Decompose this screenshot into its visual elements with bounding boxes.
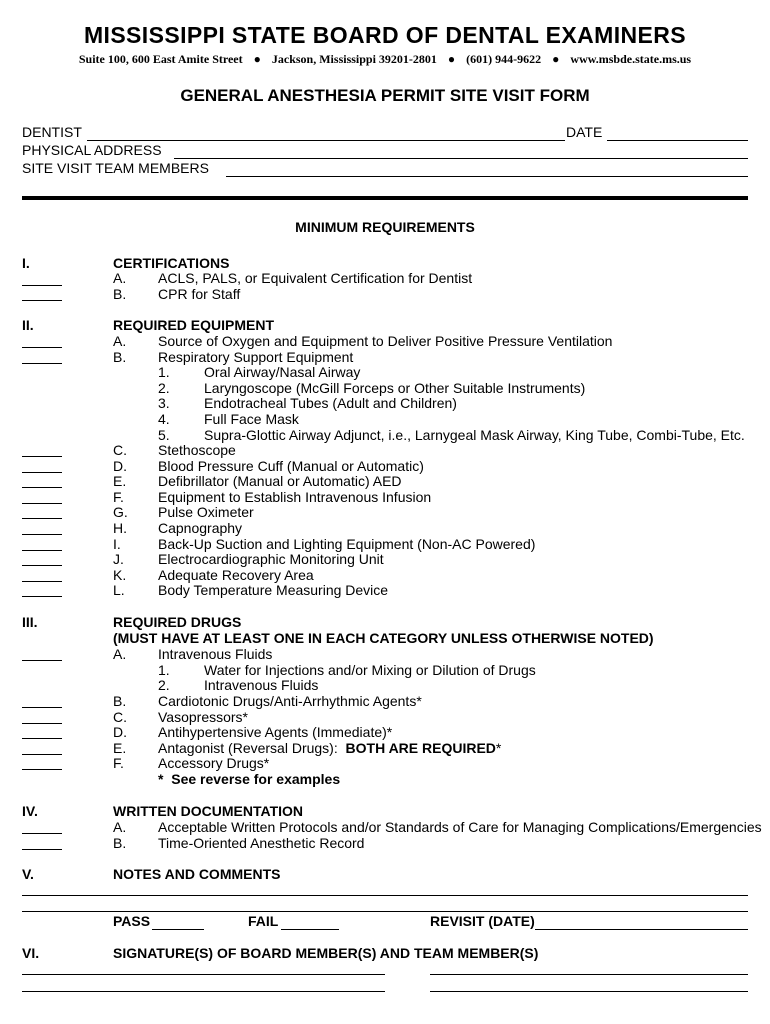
subitem-text: Full Face Mask [204, 411, 299, 427]
item-text: CPR for Staff [158, 286, 241, 302]
team-members-label: SITE VISIT TEAM MEMBERS [22, 160, 209, 176]
subitem-number: 4. [158, 411, 170, 427]
section-1-number: I. [22, 255, 30, 271]
item-letter: B. [113, 349, 127, 365]
item-text: Accessory Drugs* [158, 755, 270, 771]
check-blank[interactable] [22, 347, 62, 348]
item-text: Cardiotonic Drugs/Anti-Arrhythmic Agents* [158, 693, 422, 709]
check-blank[interactable] [22, 849, 62, 850]
item-text: Antihypertensive Agents (Immediate)* [158, 724, 393, 740]
item-letter: D. [113, 458, 127, 474]
bullet-separator: ● [552, 52, 560, 66]
date-input-line[interactable] [607, 140, 748, 141]
dentist-label: DENTIST [22, 124, 82, 140]
dentist-input-line[interactable] [87, 140, 565, 141]
item-text: Defibrillator (Manual or Automatic) AED [158, 473, 402, 489]
physical-address-label: PHYSICAL ADDRESS [22, 142, 162, 158]
section-5-number: V. [22, 866, 34, 882]
item-letter: C. [113, 709, 127, 725]
item-letter: D. [113, 724, 127, 740]
item-text: Intravenous Fluids [158, 646, 273, 662]
signature-line[interactable] [430, 974, 748, 975]
check-blank[interactable] [22, 363, 62, 364]
section-2-title: REQUIRED EQUIPMENT [113, 317, 275, 333]
item-letter: A. [113, 333, 127, 349]
item-text [158, 740, 501, 756]
check-blank[interactable] [22, 565, 62, 566]
item-text: Pulse Oximeter [158, 504, 254, 520]
item-letter: L. [113, 582, 125, 598]
section-2-number: II. [22, 317, 34, 333]
item-letter: G. [113, 504, 128, 520]
item-letter: E. [113, 473, 127, 489]
fail-input-line[interactable] [281, 929, 339, 930]
subitem-text: Supra-Glottic Airway Adjunct, i.e., Larnygeal Mask Airway, King Tube, Combi-Tube, Etc. [204, 427, 745, 443]
section-divider [22, 196, 748, 200]
signature-line[interactable] [22, 991, 385, 992]
revisit-date-input-line[interactable] [535, 929, 748, 930]
board-title: MISSISSIPPI STATE BOARD OF DENTAL EXAMINERS [83, 22, 687, 48]
section-3-title: REQUIRED DRUGS [113, 614, 242, 630]
section-6-title: SIGNATURE(S) OF BOARD MEMBER(S) AND TEAM MEMBER(S) [113, 945, 539, 961]
date-label: DATE [566, 124, 603, 140]
pass-input-line[interactable] [152, 929, 204, 930]
check-blank[interactable] [22, 472, 62, 473]
revisit-date-label: REVISIT (DATE) [430, 913, 535, 929]
subitem-number: 1. [158, 662, 170, 678]
item-text: Vasopressors* [158, 709, 249, 725]
signature-line[interactable] [430, 991, 748, 992]
asterisk: * [495, 740, 502, 756]
item-text: Respiratory Support Equipment [158, 349, 354, 365]
item-letter: C. [113, 442, 127, 458]
section-1-title: CERTIFICATIONS [113, 255, 230, 271]
item-text: Equipment to Establish Intravenous Infusion [158, 489, 432, 505]
signature-line[interactable] [22, 974, 385, 975]
item-letter: B. [113, 693, 127, 709]
item-text: Blood Pressure Cuff (Manual or Automatic) [158, 458, 424, 474]
team-members-input-line[interactable] [226, 176, 748, 177]
subitem-text: Water for Injections and/or Mixing or Dilution of Drugs [204, 662, 536, 678]
check-blank[interactable] [22, 660, 62, 661]
check-blank[interactable] [22, 723, 62, 724]
address-street: Suite 100, 600 East Amite Street [78, 52, 243, 66]
section-6-number: VI. [22, 945, 40, 961]
item-letter: E. [113, 740, 127, 756]
item-letter: B. [113, 286, 127, 302]
check-blank[interactable] [22, 754, 62, 755]
item-letter: B. [113, 835, 127, 851]
check-blank[interactable] [22, 487, 62, 488]
subitem-text: Endotracheal Tubes (Adult and Children) [204, 395, 457, 411]
see-reverse-note: * See reverse for examples [158, 771, 341, 787]
subitem-text: Oral Airway/Nasal Airway [204, 364, 361, 380]
pass-label: PASS [113, 913, 151, 929]
address-phone: (601) 944-9622 [466, 52, 542, 66]
check-blank[interactable] [22, 285, 62, 286]
physical-address-input-line[interactable] [174, 158, 748, 159]
item-letter: F. [113, 489, 124, 505]
check-blank[interactable] [22, 300, 62, 301]
item-text: Acceptable Written Protocols and/or Standards of Care for Managing Complications/Emergencies [158, 819, 762, 835]
item-letter: A. [113, 270, 127, 286]
item-text: Capnography [158, 520, 243, 536]
check-blank[interactable] [22, 769, 62, 770]
fail-label: FAIL [248, 913, 279, 929]
check-blank[interactable] [22, 707, 62, 708]
subitem-text: Laryngoscope (McGill Forceps or Other Suitable Instruments) [204, 380, 586, 396]
item-letter: F. [113, 755, 124, 771]
subitem-number: 2. [158, 380, 170, 396]
item-letter: J. [113, 551, 124, 567]
check-blank[interactable] [22, 503, 62, 504]
item-text: Electrocardiographic Monitoring Unit [158, 551, 384, 567]
bullet-separator: ● [447, 52, 456, 66]
check-blank[interactable] [22, 833, 62, 834]
check-blank[interactable] [22, 456, 62, 457]
section-4-number: IV. [22, 803, 38, 819]
check-blank[interactable] [22, 550, 62, 551]
bullet-separator: ● [253, 52, 261, 66]
item-text: Body Temperature Measuring Device [158, 582, 389, 598]
subitem-number: 1. [158, 364, 170, 380]
item-text: Time-Oriented Anesthetic Record [158, 835, 365, 851]
form-title: GENERAL ANESTHESIA PERMIT SITE VISIT FORM [180, 86, 590, 105]
address-website: www.msbde.state.ms.us [570, 52, 692, 66]
section-3-number: III. [22, 614, 38, 630]
item-letter: A. [113, 646, 127, 662]
check-blank[interactable] [22, 738, 62, 739]
board-address-line [0, 52, 770, 67]
subitem-text: Intravenous Fluids [204, 677, 319, 693]
section-3-subtitle: (MUST HAVE AT LEAST ONE IN EACH CATEGORY UNLESS OTHERWISE NOTED) [113, 630, 654, 646]
section-5-title: NOTES AND COMMENTS [113, 866, 281, 882]
subitem-number: 5. [158, 427, 170, 443]
item-text-plain: Antagonist (Reversal Drugs): [158, 740, 346, 756]
item-text: ACLS, PALS, or Equivalent Certification for Dentist [158, 270, 473, 286]
minimum-requirements-heading: MINIMUM REQUIREMENTS [295, 219, 475, 235]
section-4-title: WRITTEN DOCUMENTATION [113, 803, 304, 819]
check-blank[interactable] [22, 596, 62, 597]
both-required-text: BOTH ARE REQUIRED [345, 740, 496, 756]
item-text: Adequate Recovery Area [158, 567, 314, 583]
item-letter: A. [113, 819, 127, 835]
address-city: Jackson, Mississippi 39201-2801 [271, 52, 437, 66]
subitem-number: 2. [158, 677, 170, 693]
subitem-number: 3. [158, 395, 170, 411]
check-blank[interactable] [22, 518, 62, 519]
notes-line[interactable] [22, 895, 748, 896]
item-text: Source of Oxygen and Equipment to Deliver Positive Pressure Ventilation [158, 333, 613, 349]
check-blank[interactable] [22, 534, 62, 535]
item-text: Back-Up Suction and Lighting Equipment (Non-AC Powered) [158, 536, 536, 552]
item-letter: K. [113, 567, 127, 583]
check-blank[interactable] [22, 581, 62, 582]
item-text: Stethoscope [158, 442, 236, 458]
item-letter: I. [113, 536, 121, 552]
item-letter: H. [113, 520, 127, 536]
notes-line[interactable] [22, 911, 748, 912]
